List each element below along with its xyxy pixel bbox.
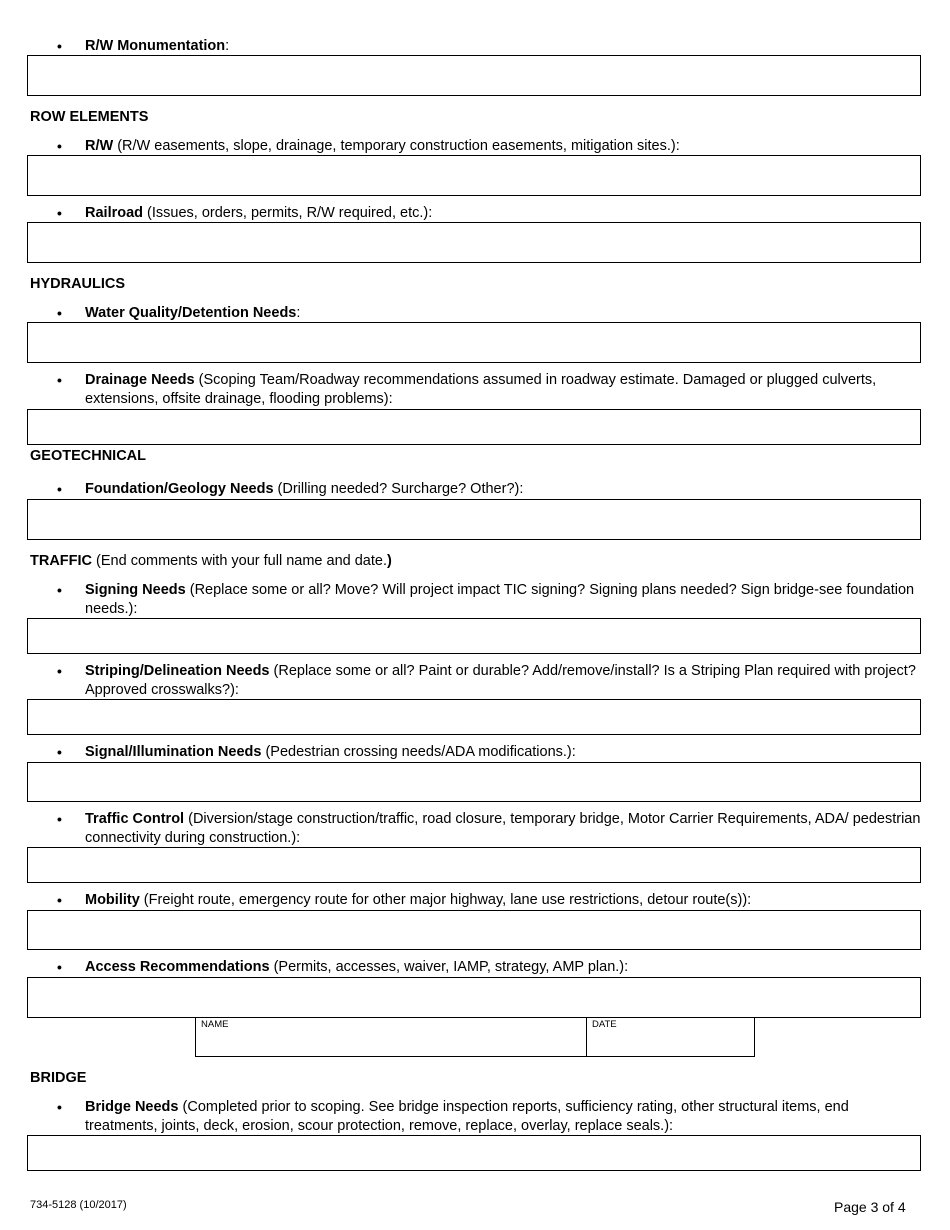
bullet: • bbox=[57, 481, 62, 497]
item-drainage: Drainage Needs (Scoping Team/Roadway recommendations assumed in roadway estimate. Damaged or plugged culverts, extensions, offsite drainage, flooding problems): bbox=[85, 372, 877, 407]
access-field[interactable] bbox=[27, 977, 921, 1018]
item-foundation: Foundation/Geology Needs (Drilling needed? Surcharge? Other?): bbox=[85, 481, 524, 497]
page-number: Page 3 of 4 bbox=[834, 1199, 906, 1215]
rw-field[interactable] bbox=[27, 155, 921, 196]
item-striping: Striping/Delineation Needs (Replace some or all? Paint or durable? Add/remove/install? Is a Striping Plan required with project? Approved crosswalks?): bbox=[85, 663, 916, 698]
item-railroad: Railroad (Issues, orders, permits, R/W required, etc.): bbox=[85, 205, 433, 221]
traffic-control-field[interactable] bbox=[27, 847, 921, 883]
item-signal: Signal/Illumination Needs (Pedestrian crossing needs/ADA modifications.): bbox=[85, 744, 576, 760]
bullet: • bbox=[57, 372, 62, 388]
foundation-field[interactable] bbox=[27, 499, 921, 540]
striping-field[interactable] bbox=[27, 699, 921, 735]
bullet: • bbox=[57, 959, 62, 975]
water-quality-field[interactable] bbox=[27, 322, 921, 363]
signal-field[interactable] bbox=[27, 762, 921, 802]
rw-monumentation-field[interactable] bbox=[27, 55, 921, 96]
bullet: • bbox=[57, 1099, 62, 1115]
name-label: NAME bbox=[201, 1019, 229, 1030]
railroad-field[interactable] bbox=[27, 222, 921, 263]
form-number: 734-5128 (10/2017) bbox=[30, 1199, 127, 1211]
bridge-needs-field[interactable] bbox=[27, 1135, 921, 1171]
section-hydraulics: HYDRAULICS bbox=[30, 276, 126, 292]
name-field[interactable] bbox=[195, 1017, 587, 1057]
item-water-quality: Water Quality/Detention Needs: bbox=[85, 305, 301, 321]
bullet: • bbox=[57, 138, 62, 154]
item-mobility: Mobility (Freight route, emergency route for other major highway, lane use restrictions, detour route(s)): bbox=[85, 892, 752, 908]
item-rw-monumentation: R/W Monumentation: bbox=[85, 38, 230, 54]
bullet: • bbox=[57, 305, 62, 321]
section-bridge: BRIDGE bbox=[30, 1070, 87, 1086]
mobility-field[interactable] bbox=[27, 910, 921, 950]
item-bridge-needs: Bridge Needs (Completed prior to scoping. See bridge inspection reports, sufficiency rating, other structural items, end treatments, joints, deck, erosion, scour protection, remove, replace, overlay, replace seals.): bbox=[85, 1099, 849, 1134]
bullet: • bbox=[57, 205, 62, 221]
bullet: • bbox=[57, 663, 62, 679]
bullet: • bbox=[57, 38, 62, 54]
bullet: • bbox=[57, 744, 62, 760]
section-traffic: TRAFFIC (End comments with your full name and date.) bbox=[30, 553, 392, 569]
bullet: • bbox=[57, 582, 62, 598]
item-signing: Signing Needs (Replace some or all? Move? Will project impact TIC signing? Signing plans needed? Sign bridge-see foundation needs.): bbox=[85, 582, 915, 617]
section-row-elements: ROW ELEMENTS bbox=[30, 109, 149, 125]
signing-field[interactable] bbox=[27, 618, 921, 654]
drainage-field[interactable] bbox=[27, 409, 921, 445]
item-rw: R/W (R/W easements, slope, drainage, temporary construction easements, mitigation sites.): bbox=[85, 138, 680, 154]
bullet: • bbox=[57, 811, 62, 827]
date-field[interactable] bbox=[586, 1017, 755, 1057]
section-geotechnical: GEOTECHNICAL bbox=[30, 448, 146, 464]
item-traffic-control: Traffic Control (Diversion/stage construction/traffic, road closure, temporary bridge, Motor Carrier Requirements, ADA/ pedestrian connectivity during construction.): bbox=[85, 811, 921, 846]
bullet: • bbox=[57, 892, 62, 908]
item-access: Access Recommendations (Permits, accesses, waiver, IAMP, strategy, AMP plan.): bbox=[85, 959, 629, 975]
date-label: DATE bbox=[592, 1019, 617, 1030]
